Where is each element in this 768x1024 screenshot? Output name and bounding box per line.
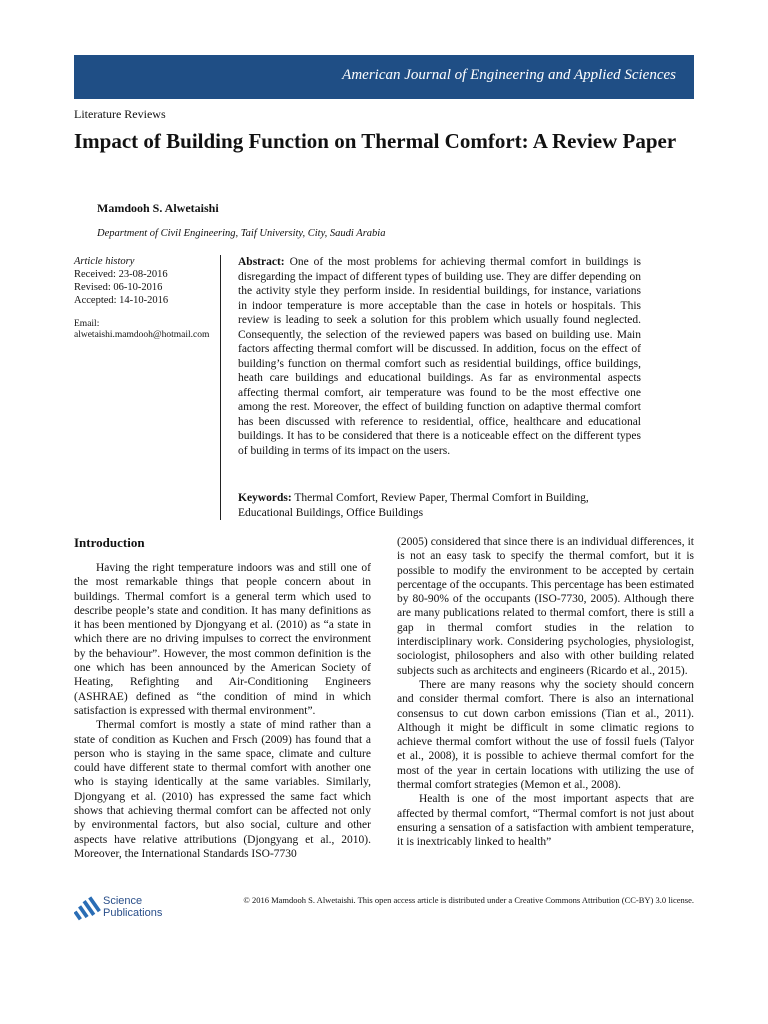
publisher-logo-text bbox=[103, 895, 162, 919]
article-history bbox=[74, 255, 216, 341]
science-publications-logo-icon bbox=[74, 893, 102, 923]
section-heading-introduction: Introduction bbox=[74, 535, 145, 550]
paragraph: There are many reasons why the society should concern and consider thermal comfort. There is also an international consensus to cut down carbon emissions (Tian et al., 2011). Although it might be difficult in some climatic regions to achieve thermal comfort without the use of fossil fuels (Talyor et al., 2008), it is possible to achieve thermal comfort for the most of the year in certain locations with utilizing the use of thermal comfort strategies (Memon et al., 2008). bbox=[397, 678, 694, 792]
paper-title: Impact of Building Function on Thermal Comfort: A Review Paper bbox=[74, 129, 677, 153]
section-label: Literature Reviews bbox=[74, 107, 166, 121]
author-affiliation: Department of Civil Engineering, Taif University, City, Saudi Arabia bbox=[97, 228, 386, 239]
abstract bbox=[238, 255, 641, 458]
accepted-date: Accepted: 14-10-2016 bbox=[74, 295, 169, 306]
copyright-notice: © 2016 Mamdooh S. Alwetaishi. This open access article is distributed under a Creative Commons Attribution (CC-BY) 3.0 license. bbox=[243, 895, 694, 905]
revised-date: Revised: 06-10-2016 bbox=[74, 282, 163, 293]
logo-line-2: Publications bbox=[103, 907, 163, 919]
paragraph: Having the right temperature indoors was and still one of the most remarkable things that people concern about in buildings. Thermal comfort is a general term which used to describe people’s state and condition. It has many definitions as it has been mentioned by Djongyang et al. (2010) as “a state in which there are no driving impulses to correct the environment by the behaviour”. However, the most common definition is the one which has been announced by the American Society of Heating, Refighting and Air-Conditioning Engineers (ASHRAE) defined as “the condition of mind in which satisfaction is expressed with thermal environment”. bbox=[74, 562, 371, 717]
body-column-right bbox=[397, 535, 694, 850]
keywords-label: Keywords: bbox=[238, 492, 292, 504]
paragraph: (2005) considered that since there is an individual differences, it is not an easy task to specify the thermal comfort, but it is possible to modify the environment to be accepted by certain percentage of the occupants. This percentage has been estimated by 80-90% of the occupants (ISO-7730, 2005). Although there are many publications related to thermal comfort, there is still a gap in thermal comfort studies in the relation to interdisciplinary work. Considering psychologies, physiologist, sociologist, philosophers and also with other building related subjects such as architects and engineers (Ricardo et al., 2015). bbox=[397, 536, 694, 677]
journal-title: American Journal of Engineering and Applied Sciences bbox=[342, 67, 676, 83]
logo-line-1: Science bbox=[103, 895, 143, 907]
received-date: Received: 23-08-2016 bbox=[74, 269, 168, 280]
email-label: Email: bbox=[74, 319, 100, 329]
email-address[interactable]: alwetaishi.mamdooh@hotmail.com bbox=[74, 330, 210, 340]
history-divider bbox=[220, 255, 221, 520]
paragraph: Thermal comfort is mostly a state of mind rather than a state of condition as Kuchen and Frsch (2009) has found that a person who is staying in the same space, climate and culture could have different state to thermal comfort with another one who is staying identically at the same variables. Similarly, Djongyang et al. (2010) has expressed the same fact which shows that achieving thermal comfort can be affected not only by environmental factors, but also social, culture and other aspects have relative attributions (Djongyang et al., 2010). Moreover, the International Standards ISO-7730 bbox=[74, 719, 371, 860]
abstract-text: One of the most problems for achieving thermal comfort in buildings is disregarding the impact of different types of building use. They are differ depending on the activity style they perform inside. In residential buildings, for instance, variations in indoor temperature is more acceptable than the case in hotels or hospitals. This review is leading to seek a solution for this problem which usually found neglected. Consequently, the selection of the reviewed papers was based on building use. Main factors affecting thermal comfort will be discussed. In addition, focus on the effect of building’s function on thermal comfort such as residential buildings, office buildings, heath care buildings and educational buildings. As far as environmental aspects affecting thermal comfort, air temperature was found to be the most effective one among the rest. Moreover, the effect of building function on adaptive thermal comfort has been discussed with reference to residential, office, healthcare and educational buildings. It has to be considered that there is a noticeable effect on the different types of building in terms of its impact on the users. bbox=[238, 256, 641, 457]
paragraph: Health is one of the most important aspects that are affected by thermal comfort, “Thermal comfort is not just about ensuring a sensation of a satisfaction with ambient temperature, it is inextricably linked to health” bbox=[397, 793, 694, 849]
article-history-label: Article history bbox=[74, 256, 135, 267]
journal-banner bbox=[74, 55, 694, 99]
body-column-left bbox=[74, 535, 371, 861]
keywords bbox=[238, 491, 641, 520]
abstract-label: Abstract: bbox=[238, 256, 285, 268]
author-name: Mamdooh S. Alwetaishi bbox=[97, 201, 219, 215]
keywords-text: Thermal Comfort, Review Paper, Thermal Comfort in Building, Educational Buildings, Office Buildings bbox=[238, 492, 589, 519]
email-block bbox=[74, 319, 216, 341]
